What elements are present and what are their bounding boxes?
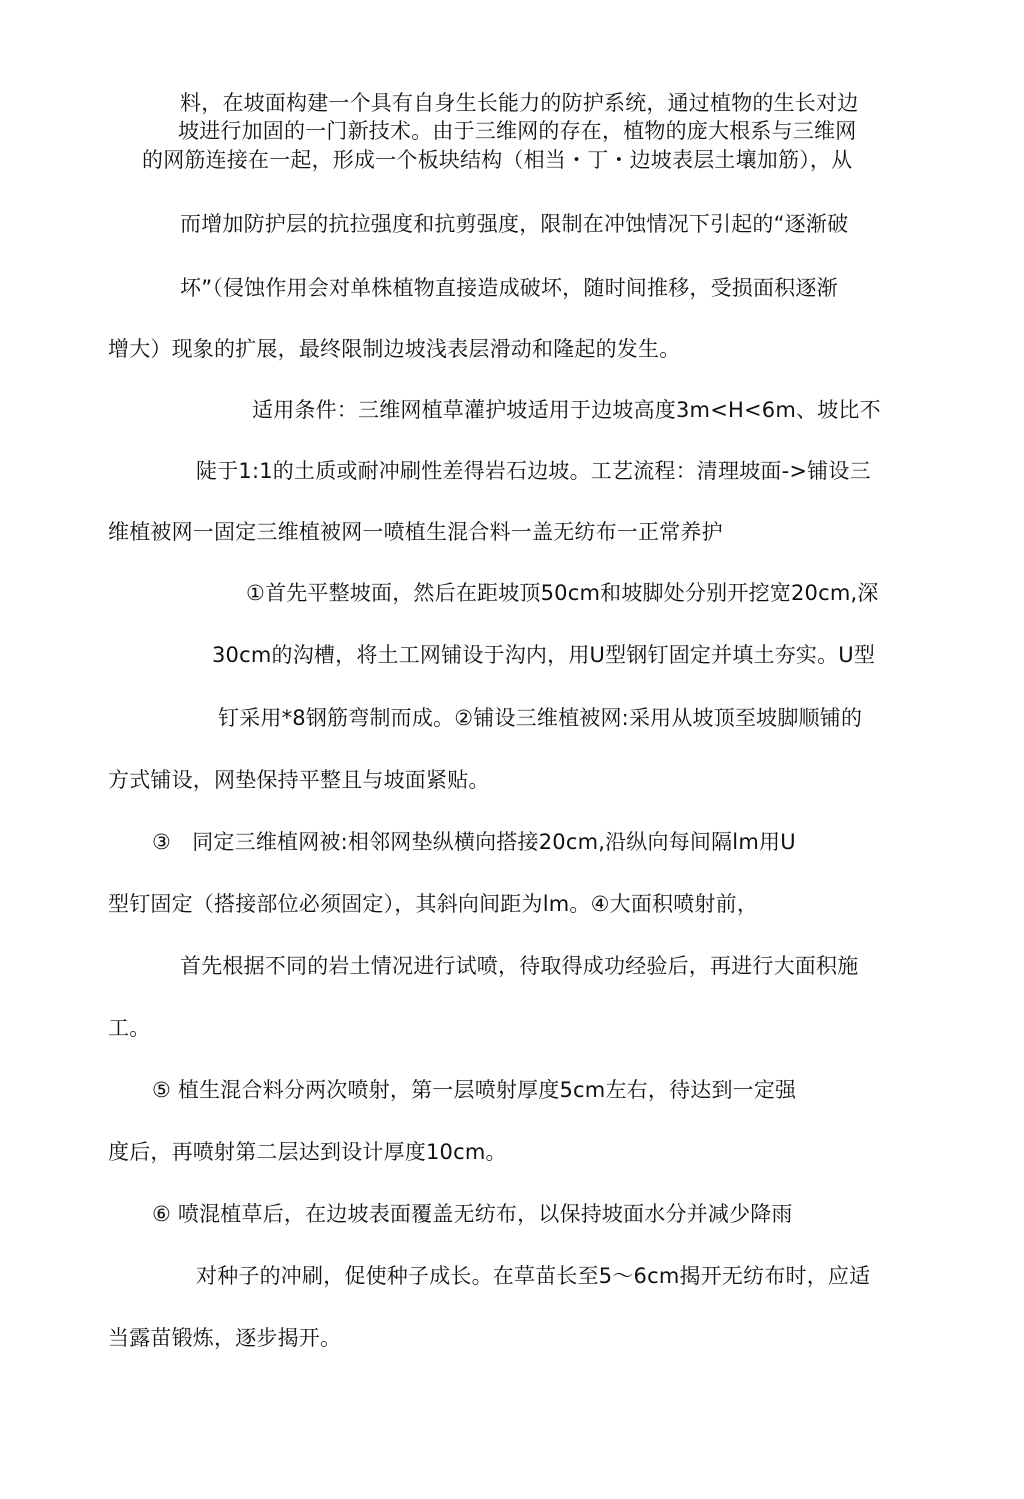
text-line: 维植被网一固定三维植被网一喷植生混合料一盖无纺布一正常养护 [108,520,723,544]
text-line: ③ 同定三维植网被:相邻网垫纵横向搭接20cm,沿纵向每间隔lm用U [152,830,796,854]
text-line: 30cm的沟槽，将土工网铺设于沟内，用U型钢钉固定并填土夯实。U型 [212,643,876,667]
text-line: 而增加防护层的抗拉强度和抗剪强度，限制在冲蚀情况下引起的“逐渐破 [180,212,849,236]
text-line: 的网筋连接在一起，形成一个板块结构（相当・丁・边坡表层土壤加筋），从 [142,148,853,172]
text-line: 首先根据不同的岩土情况进行试喷，待取得成功经验后，再进行大面积施 [180,954,859,978]
text-line: 适用条件：三维网植草灌护坡适用于边坡高度3m<H<6m、坡比不 [252,398,881,422]
text-line: 钉采用*8钢筋弯制而成。②铺设三维植被网:采用从坡顶至坡脚顺铺的 [218,706,863,730]
text-line: 度后，再喷射第二层达到设计厚度10cm。 [108,1140,507,1164]
text-line: 料，在坡面构建一个具有自身生长能力的防护系统，通过植物的生长对边 [180,91,859,115]
text-line: 坡进行加固的一门新技术。由于三维网的存在，植物的庞大根系与三维网 [178,119,857,143]
text-line: 增大）现象的扩展，最终限制边坡浅表层滑动和隆起的发生。 [108,337,681,361]
text-line: ⑤ 植生混合料分两次喷射，第一层喷射厚度5cm左右，待达到一定强 [152,1078,797,1102]
text-line: 工。 [108,1016,151,1040]
text-line: 对种子的冲刷，促使种子成长。在草苗长至5～6cm揭开无纺布时，应适 [196,1264,871,1288]
text-line: 方式铺设，网垫保持平整且与坡面紧贴。 [108,768,490,792]
text-line: ①首先平整坡面，然后在距坡顶50cm和坡脚处分别开挖宽20cm,深 [246,581,879,605]
text-line: 型钉固定（搭接部位必须固定），其斜向间距为lm。④大面积喷射前， [108,892,759,916]
text-line: 当露苗锻炼，逐步揭开。 [108,1326,342,1350]
text-line: 陡于1:1的土质或耐冲刷性差得岩石边坡。工艺流程：清理坡面->铺设三 [196,459,871,483]
text-line: 坏”（侵蚀作用会对单株植物直接造成破坏，随时间推移，受损面积逐渐 [180,276,838,300]
text-line: ⑥ 喷混植草后，在边坡表面覆盖无纺布，以保持坡面水分并减少降雨 [152,1202,793,1226]
